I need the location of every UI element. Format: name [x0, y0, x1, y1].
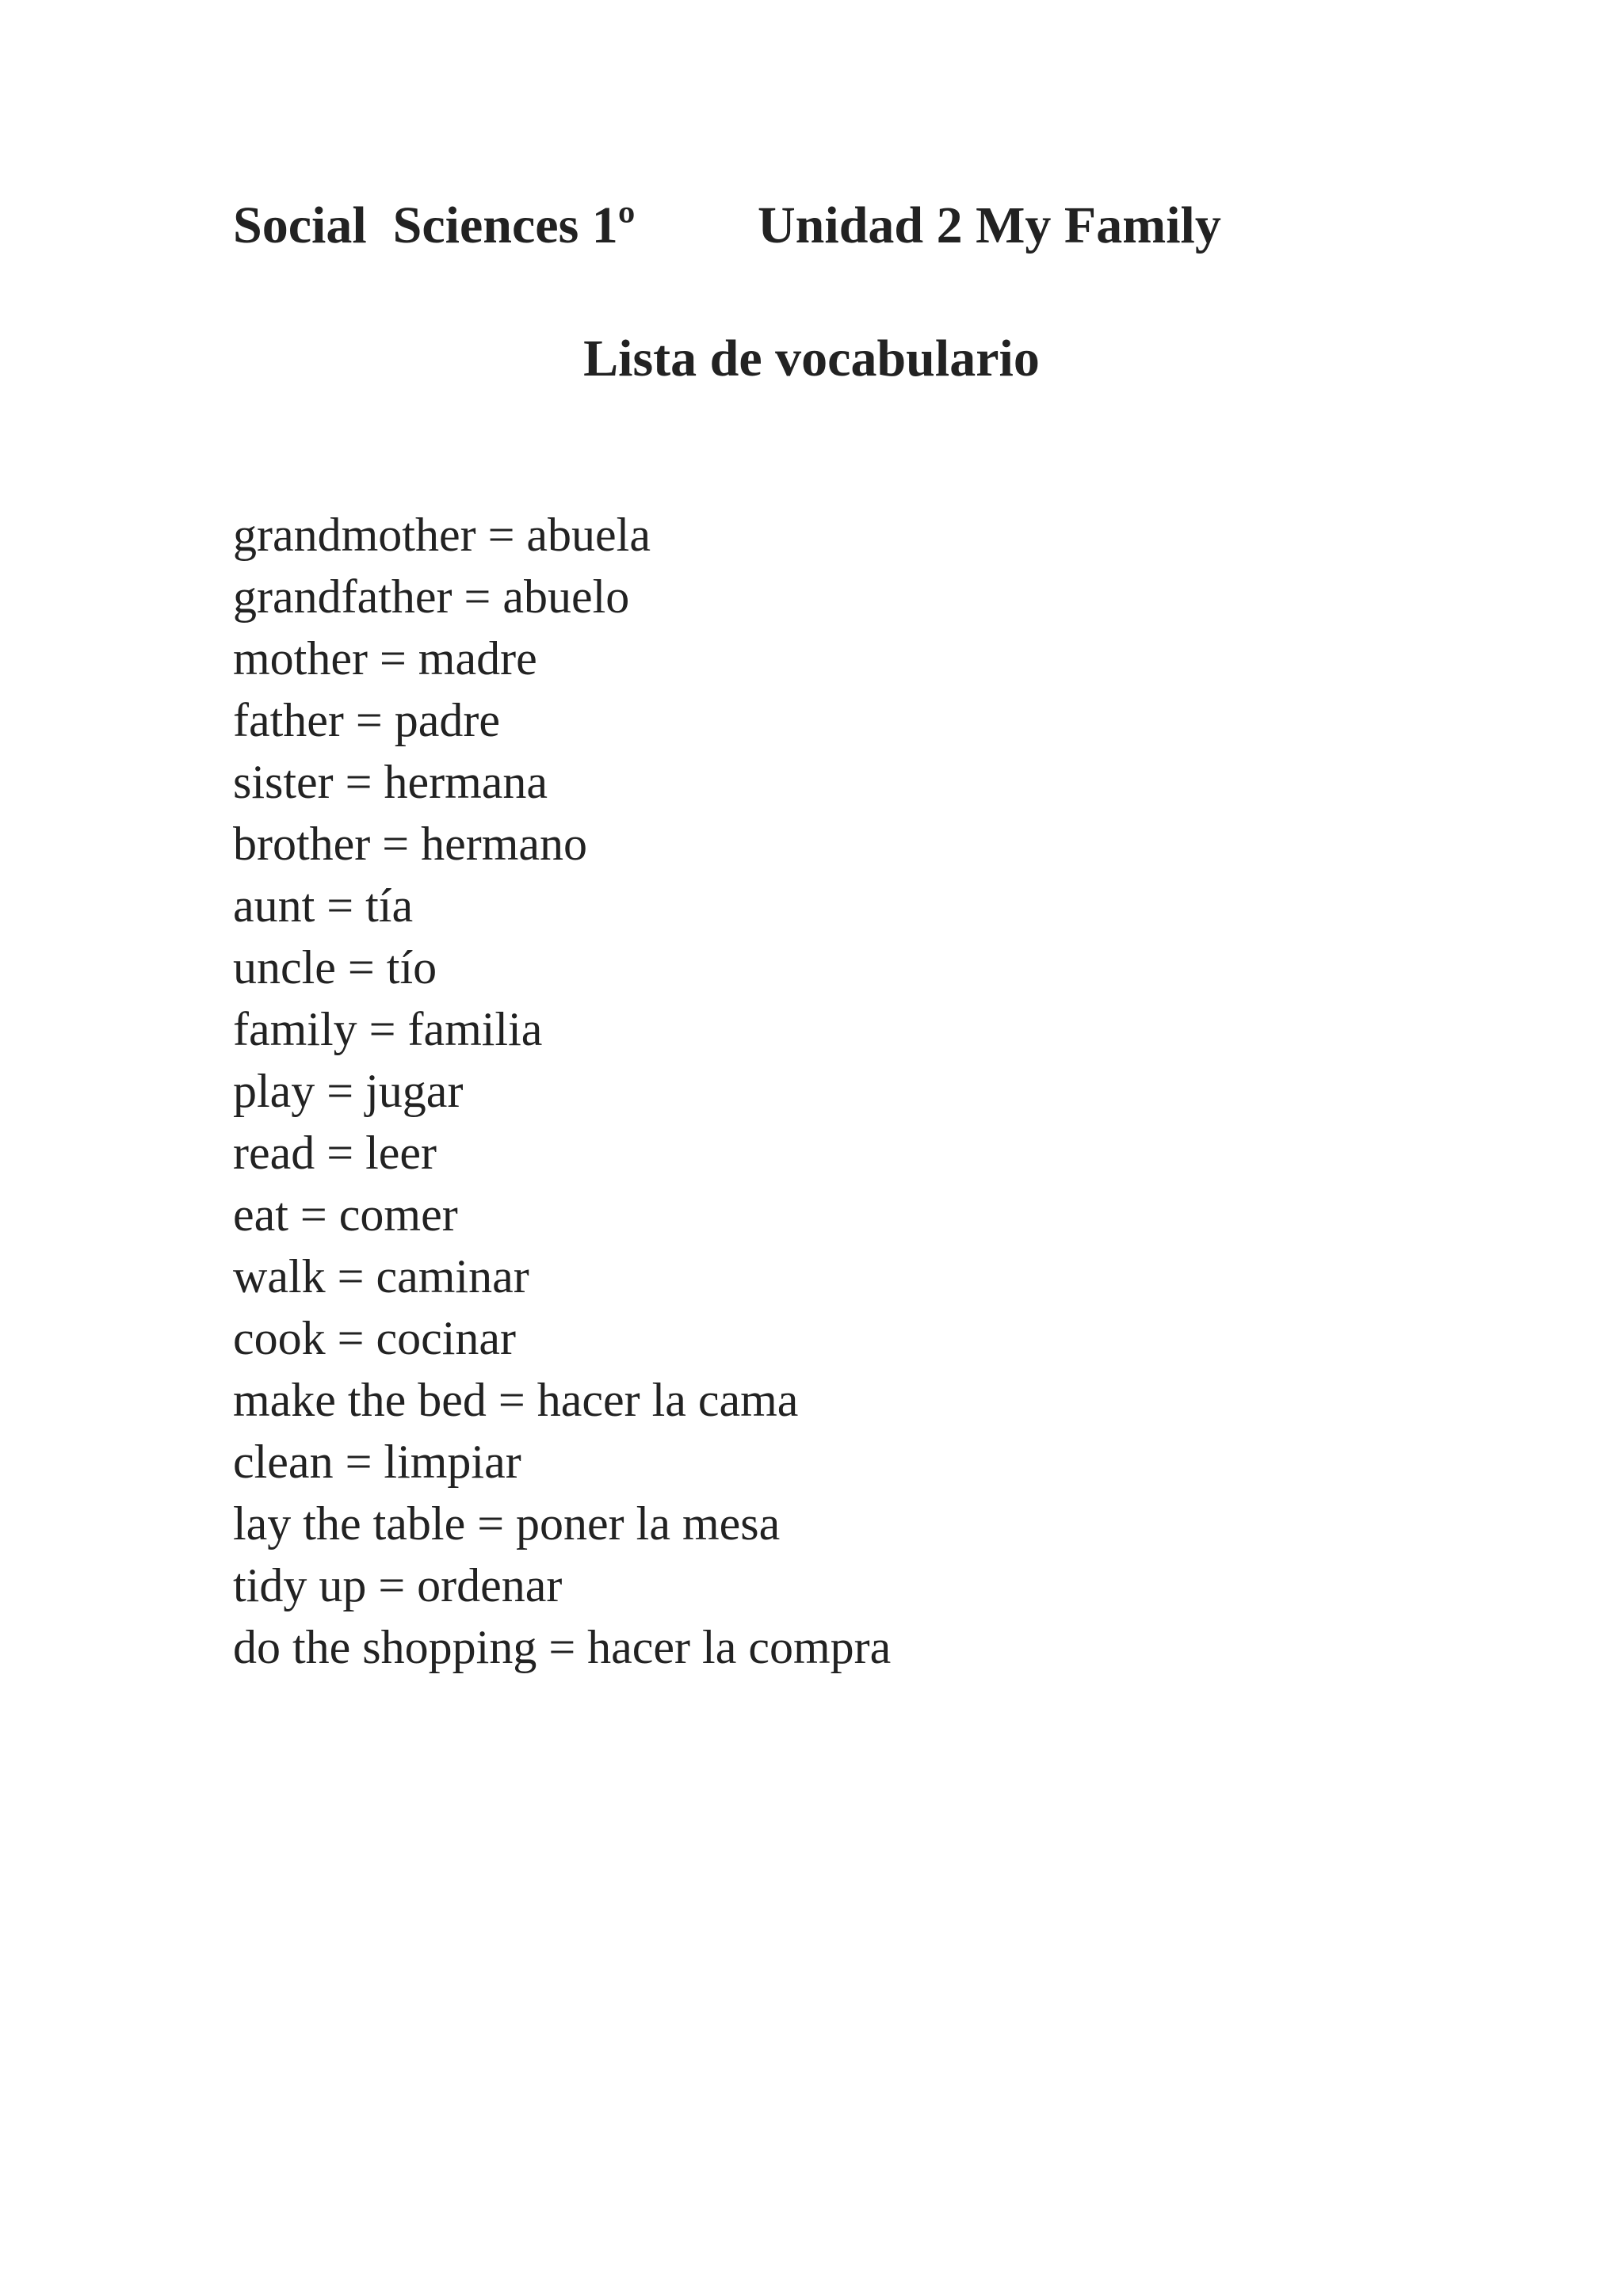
- vocabulary-item: tidy up = ordenar: [233, 1559, 563, 1611]
- vocabulary-item: uncle = tío: [233, 941, 437, 994]
- vocabulary-item: read = leer: [233, 1127, 437, 1179]
- vocabulary-item: play = jugar: [233, 1065, 464, 1117]
- unit-heading: Unidad 2 My Family: [758, 196, 1221, 254]
- vocabulary-item: lay the table = poner la mesa: [233, 1497, 781, 1550]
- vocabulary-item: cook = cocinar: [233, 1312, 517, 1364]
- vocabulary-item: make the bed = hacer la cama: [233, 1374, 799, 1426]
- vocabulary-item: eat = comer: [233, 1188, 458, 1241]
- list-title-row: [0, 323, 1623, 395]
- vocabulary-list-title: Lista de vocabulario: [583, 330, 1040, 387]
- vocabulary-item: father = padre: [233, 694, 500, 746]
- vocabulary-item: sister = hermana: [233, 756, 548, 808]
- vocabulary-item: do the shopping = hacer la compra: [233, 1621, 892, 1673]
- vocabulary-item: walk = caminar: [233, 1250, 529, 1302]
- vocabulary-item: aunt = tía: [233, 879, 414, 932]
- subject-heading: Social Sciences 1º: [233, 196, 636, 254]
- vocabulary-item: family = familia: [233, 1003, 543, 1055]
- vocabulary-list: [233, 504, 891, 1678]
- vocabulary-item: mother = madre: [233, 632, 537, 685]
- vocabulary-item: brother = hermano: [233, 818, 588, 870]
- vocabulary-item: grandfather = abuelo: [233, 570, 630, 623]
- vocabulary-item: clean = limpiar: [233, 1436, 521, 1488]
- document-header: [233, 190, 1221, 261]
- vocabulary-item: grandmother = abuela: [233, 509, 651, 561]
